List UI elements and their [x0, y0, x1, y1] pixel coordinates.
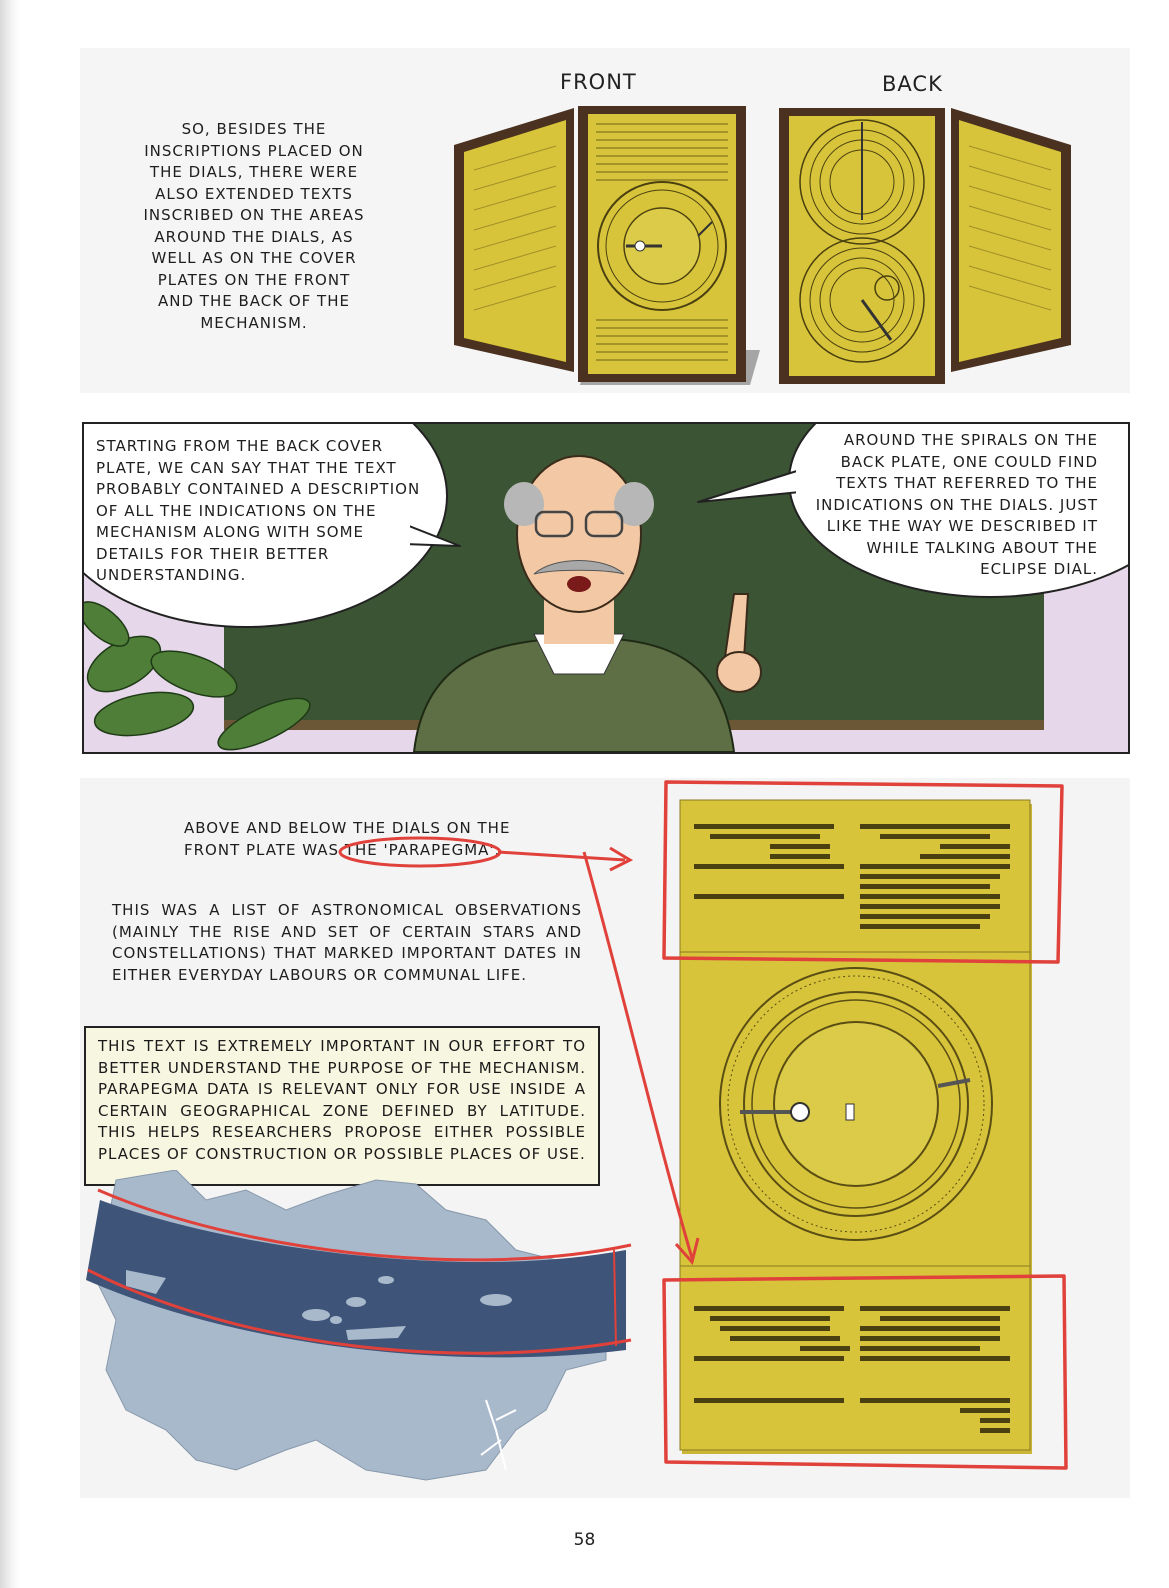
info-box: THIS TEXT IS EXTREMELY IMPORTANT IN OUR EFFORT TO BETTER UNDERSTAND THE PURPOSE OF THE MECHANISM. PARAPEGMA DATA IS RELEVANT ONLY FOR USE INSIDE A CERTAIN GEOGRAPHICAL ZONE DEFINED BY LATITUDE. THIS HELPS RESEARCHERS PROPOSE EITHER POSSIBLE PLACES OF CONSTRUCTION OR POSSIBLE PLACES OF USE. — [84, 1026, 600, 1186]
speech-text-left: STARTING FROM THE BACK COVER PLATE, WE CAN SAY THAT THE TEXT PROBABLY CONTAINED A DESCRIPTION OF ALL THE INDICATIONS ON THE MECHANISM ALONG WITH SOME DETAILS FOR THEIR BETTER UNDERSTANDING. — [96, 437, 421, 584]
mediterranean-map-illustration — [86, 1170, 646, 1490]
front-plate-illustration — [450, 100, 760, 390]
panel-middle — [82, 422, 1130, 754]
back-label: BACK — [882, 72, 943, 96]
page-number: 58 — [573, 1530, 596, 1550]
parapegma-caption-prefix: ABOVE AND BELOW THE DIALS ON THE FRONT PLATE WAS — [184, 819, 511, 859]
parapegma-plate-illustration — [660, 780, 1080, 1480]
back-plate-illustration — [775, 100, 1075, 390]
top-caption: SO, BESIDES THE INSCRIPTIONS PLACED ON THE DIALS, THERE WERE ALSO EXTENDED TEXTS INSCRIBED ON THE AREAS AROUND THE DIALS, AS WELL AS ON THE COVER PLATES ON THE FRONT AND THE BACK OF THE MECHANISM. — [143, 120, 365, 332]
book-gutter — [0, 0, 20, 1588]
front-label: FRONT — [560, 70, 637, 94]
observations-caption: THIS WAS A LIST OF ASTRONOMICAL OBSERVATIONS (MAINLY THE RISE AND SET OF CERTAIN STARS AND CONSTELLATIONS) THAT MARKED IMPORTANT DATES IN EITHER EVERYDAY LABOURS OR COMMUNAL LIFE. — [112, 901, 582, 984]
speech-text-right: AROUND THE SPIRALS ON THE BACK PLATE, ONE COULD FIND TEXTS THAT REFERRED TO THE INDICATIONS ON THE DIALS. JUST LIKE THE WAY WE DESCRIBED IT WHILE TALKING ABOUT THE ECLIPSE DIAL. — [815, 431, 1098, 578]
speech-bubble-tail-right — [696, 468, 806, 508]
parapegma-term: THE 'PARAPEGMA'. — [344, 840, 501, 859]
